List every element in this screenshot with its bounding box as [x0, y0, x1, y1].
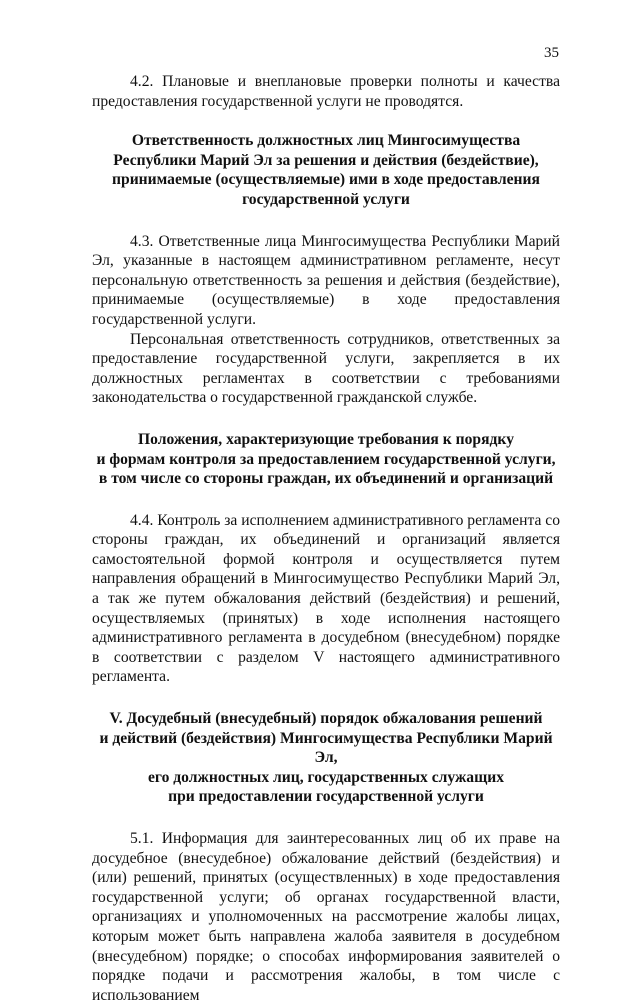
heading-line: Республики Марий Эл за решения и действия (бездействие), — [113, 151, 539, 169]
heading-line: при предоставлении государственной услуги — [168, 788, 484, 806]
heading-line: и действий (бездействия) Мингосимущества Республики Марий Эл, — [99, 729, 553, 767]
heading-section-v — [92, 709, 560, 807]
heading-line: V. Досудебный (внесудебный) порядок обжалования решений — [109, 710, 543, 728]
paragraph-personal-responsibility: Персональная ответственность сотрудников, ответственных за предоставление государственной услуги, закрепляется в их должностных регламентах в соответствии с требованиями законодательства о государственной гражданской службе. — [92, 330, 560, 407]
heading-line: и формам контроля за предоставлением государственной услуги, — [96, 450, 556, 468]
page-number: 35 — [544, 45, 559, 61]
heading-line: в том числе со стороны граждан, их объединений и организаций — [98, 470, 554, 488]
heading-responsibility — [92, 131, 560, 209]
heading-line: Положения, характеризующие требования к порядку — [138, 430, 514, 448]
paragraph-4-4: 4.4. Контроль за исполнением административного регламента со стороны граждан, их объединений и организаций является самостоятельной формой контроля и осуществляется путем направления обращений в Мингосимущество Республики Марий Эл, а так же путем обжалования действий (бездействия) и решений, осуществляемых (принятых) в ходе исполнения настоящего административного регламента в досудебном (внесудебном) порядке в соответствии с разделом V настоящего административного регламента. — [92, 511, 560, 686]
paragraph-4-2: 4.2. Плановые и внеплановые проверки полноты и качества предоставления государственной услуги не проводятся. — [92, 73, 560, 110]
paragraph-4-3: 4.3. Ответственные лица Мингосимущества Республики Марий Эл, указанные в настоящем административном регламенте, несут персональную ответственность за решения и действия (бездействие), принимаемые (осуществляемые) в ходе предоставления государственной услуги. — [92, 232, 560, 328]
heading-line: государственной услуги — [242, 190, 410, 208]
heading-line: принимаемые (осуществляемые) ими в ходе предоставления — [112, 171, 540, 189]
page-content — [92, 72, 560, 1005]
paragraph-5-1: 5.1. Информация для заинтересованных лиц об их праве на досудебное (внесудебное) обжалование действий (бездействия) и (или) решений, принятых (осуществленных) в ходе предоставления государственной услуги; об органах государственной власти, организациях и уполномоченных на рассмотрение жалобы лицах, которым может быть направлена жалоба заявителя в досудебном (внесудебном) порядке; о способах информирования заявителей о порядке подачи и рассмотрения жалобы, в том числе с использованием — [92, 830, 560, 1004]
heading-line: Ответственность должностных лиц Мингосимущества — [131, 132, 521, 150]
heading-line: его должностных лиц, государственных служащих — [147, 768, 505, 786]
heading-control — [92, 430, 560, 489]
